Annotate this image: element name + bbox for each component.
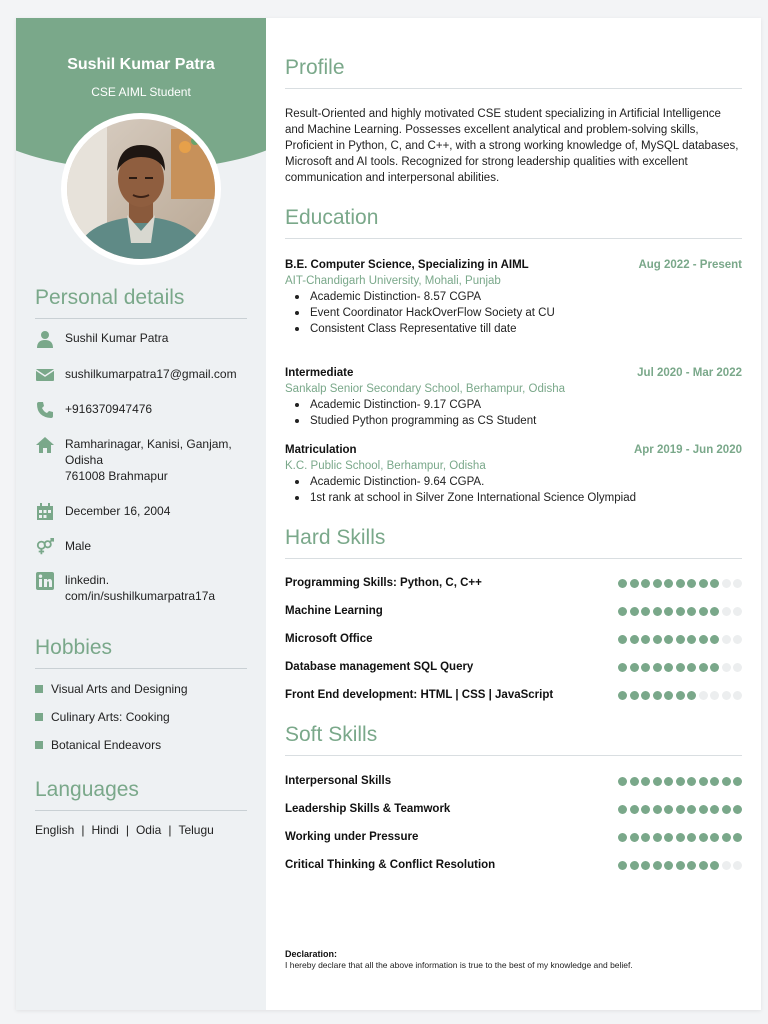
rating-dot-empty: [722, 579, 731, 588]
skill-row: [285, 603, 742, 619]
rating-dot-filled: [722, 805, 731, 814]
detail-text: Ramharinagar, Kanisi, Ganjam, Odisha 761008 Brahmapur: [65, 437, 232, 483]
email-icon: [35, 366, 55, 384]
date-range: Aug 2022 - Present: [638, 259, 742, 271]
rating-dot-filled: [733, 777, 742, 786]
rating-dot-filled: [710, 607, 719, 616]
rating-dot-filled: [664, 861, 673, 870]
language-separator: |: [81, 823, 85, 837]
rating-dot-filled: [653, 635, 662, 644]
profile-title: Profile: [285, 56, 345, 79]
rating-dot-filled: [630, 635, 639, 644]
rating-dot-filled: [664, 607, 673, 616]
skill-row: [285, 659, 742, 675]
language-separator: |: [168, 823, 172, 837]
school: AIT-Chandigarh University, Mohali, Punjab: [285, 275, 501, 287]
skill-row: [285, 829, 742, 845]
skill-row: [285, 773, 742, 789]
skill-rating: [616, 833, 743, 842]
detail-name: [35, 330, 257, 348]
rating-dot-filled: [653, 833, 662, 842]
rating-dot-filled: [676, 635, 685, 644]
rating-dot-filled: [687, 777, 696, 786]
detail-text: Sushil Kumar Patra: [65, 331, 169, 345]
rating-dot-filled: [664, 805, 673, 814]
skill-rating: [616, 663, 743, 672]
rating-dot-filled: [699, 833, 708, 842]
rating-dot-empty: [722, 607, 731, 616]
education-entry: [285, 365, 742, 429]
bullet-square-icon: [35, 685, 43, 693]
rating-dot-empty: [733, 635, 742, 644]
divider: [35, 318, 247, 319]
skill-row: [285, 631, 742, 647]
candidate-name: Sushil Kumar Patra: [67, 56, 215, 73]
date-range: Apr 2019 - Jun 2020: [633, 444, 742, 456]
rating-dot-filled: [630, 579, 639, 588]
rating-dot-filled: [664, 635, 673, 644]
rating-dot-filled: [699, 579, 708, 588]
rating-dot-filled: [676, 579, 685, 588]
skill-label: Machine Learning: [285, 605, 383, 617]
profile-photo: [61, 113, 221, 265]
rating-dot-filled: [699, 635, 708, 644]
detail-text: December 16, 2004: [65, 504, 171, 518]
skill-rating: [616, 607, 743, 616]
rating-dot-filled: [641, 861, 650, 870]
rating-dot-filled: [699, 861, 708, 870]
phone-icon: [35, 401, 55, 419]
rating-dot-filled: [653, 607, 662, 616]
rating-dot-filled: [641, 635, 650, 644]
skill-rating: [616, 691, 743, 700]
language-item: Hindi: [91, 823, 119, 837]
rating-dot-empty: [733, 691, 742, 700]
rating-dot-empty: [710, 691, 719, 700]
rating-dot-filled: [687, 579, 696, 588]
achievement-list: [285, 289, 742, 337]
detail-text: sushilkumarpatra17@gmail.com: [65, 367, 237, 381]
skill-rating: [616, 579, 743, 588]
hard-skills-title: Hard Skills: [285, 526, 386, 549]
rating-dot-empty: [722, 691, 731, 700]
rating-dot-filled: [618, 607, 627, 616]
divider: [285, 755, 742, 756]
rating-dot-filled: [710, 777, 719, 786]
achievement-list: [285, 474, 742, 506]
rating-dot-filled: [630, 777, 639, 786]
hobby-item: Visual Arts and Designing: [35, 682, 188, 696]
bullet-square-icon: [35, 713, 43, 721]
list-item: Academic Distinction- 9.64 CGPA.: [295, 474, 742, 490]
rating-dot-filled: [676, 607, 685, 616]
skill-label: Microsoft Office: [285, 633, 373, 645]
rating-dot-filled: [618, 805, 627, 814]
rating-dot-filled: [664, 663, 673, 672]
detail-email: [35, 366, 257, 384]
rating-dot-filled: [699, 663, 708, 672]
rating-dot-empty: [733, 663, 742, 672]
skill-label: Leadership Skills & Teamwork: [285, 803, 451, 815]
bullet-square-icon: [35, 741, 43, 749]
rating-dot-filled: [676, 805, 685, 814]
rating-dot-empty: [722, 861, 731, 870]
languages-list: [35, 823, 214, 837]
rating-dot-filled: [722, 777, 731, 786]
rating-dot-filled: [710, 805, 719, 814]
rating-dot-filled: [733, 805, 742, 814]
skill-label: Programming Skills: Python, C, C++: [285, 577, 482, 589]
detail-phone: [35, 401, 257, 419]
school: K.C. Public School, Berhampur, Odisha: [285, 460, 486, 472]
hobby-item: Culinary Arts: Cooking: [35, 710, 170, 724]
rating-dot-filled: [676, 663, 685, 672]
skill-row: [285, 857, 742, 873]
rating-dot-filled: [618, 833, 627, 842]
rating-dot-filled: [630, 833, 639, 842]
rating-dot-filled: [618, 579, 627, 588]
skill-label: Critical Thinking & Conflict Resolution: [285, 859, 496, 871]
skill-rating: [616, 861, 743, 870]
date-range: Jul 2020 - Mar 2022: [637, 367, 742, 379]
divider: [285, 88, 742, 89]
rating-dot-filled: [687, 607, 696, 616]
linkedin-icon: [35, 572, 55, 590]
rating-dot-filled: [630, 861, 639, 870]
detail-birthdate: [35, 503, 257, 521]
rating-dot-filled: [676, 691, 685, 700]
hobby-item: Botanical Endeavors: [35, 738, 161, 752]
rating-dot-filled: [653, 805, 662, 814]
rating-dot-empty: [733, 579, 742, 588]
candidate-subtitle: CSE AIML Student: [91, 85, 191, 99]
person-icon: [35, 330, 55, 348]
rating-dot-filled: [664, 691, 673, 700]
skill-label: Front End development: HTML | CSS | JavaScript: [285, 689, 554, 701]
skill-row: [285, 575, 742, 591]
declaration-title: Declaration:: [285, 949, 338, 959]
skill-rating: [616, 805, 743, 814]
resume-page: [16, 18, 761, 1010]
degree: Intermediate: [285, 367, 354, 379]
rating-dot-filled: [687, 833, 696, 842]
rating-dot-filled: [653, 663, 662, 672]
declaration-text: I hereby declare that all the above information is true to the best of my knowledge and belief.: [285, 960, 633, 970]
rating-dot-filled: [699, 607, 708, 616]
rating-dot-empty: [722, 635, 731, 644]
rating-dot-filled: [653, 861, 662, 870]
rating-dot-empty: [722, 663, 731, 672]
home-icon: [35, 436, 55, 454]
achievement-list: [285, 397, 742, 429]
rating-dot-filled: [618, 861, 627, 870]
rating-dot-filled: [676, 777, 685, 786]
rating-dot-filled: [664, 833, 673, 842]
soft-skills-title: Soft Skills: [285, 723, 378, 746]
rating-dot-filled: [630, 805, 639, 814]
divider: [285, 558, 742, 559]
skill-rating: [616, 777, 743, 786]
education-entry: [285, 442, 742, 506]
rating-dot-filled: [710, 861, 719, 870]
skill-row: [285, 687, 742, 703]
rating-dot-filled: [630, 663, 639, 672]
rating-dot-filled: [618, 663, 627, 672]
skill-label: Interpersonal Skills: [285, 775, 392, 787]
rating-dot-filled: [653, 579, 662, 588]
skill-rating: [616, 635, 743, 644]
detail-text: Male: [65, 539, 92, 553]
rating-dot-filled: [641, 663, 650, 672]
detail-text: linkedin. com/in/sushilkumarpatra17a: [65, 573, 216, 603]
rating-dot-filled: [676, 861, 685, 870]
profile-summary: Result-Oriented and highly motivated CSE student specializing in Artificial Intelligence and Machine Learning. Possesses excellent analytical and problem-solving skills, Proficient in Python, C, and C++, with a strong working knowledge of, MySQL databases, Microsoft and AI tools. Recognized for strong leadership qualities with excellent communication and interpersonal abilities.: [285, 108, 739, 184]
education-title: Education: [285, 206, 379, 229]
list-item: Event Coordinator HackOverFlow Society at CU: [295, 305, 742, 321]
profile-photo-image: [67, 119, 215, 259]
rating-dot-filled: [653, 691, 662, 700]
languages-title: Languages: [35, 778, 139, 801]
sidebar: [16, 18, 266, 1010]
skill-label: Working under Pressure: [285, 831, 419, 843]
rating-dot-filled: [710, 635, 719, 644]
language-separator: |: [125, 823, 129, 837]
divider: [285, 238, 742, 239]
rating-dot-filled: [710, 833, 719, 842]
declaration: [285, 949, 742, 970]
rating-dot-filled: [687, 635, 696, 644]
list-item: Studied Python programming as CS Student: [295, 413, 742, 429]
rating-dot-filled: [641, 833, 650, 842]
rating-dot-filled: [733, 833, 742, 842]
education-entry: [285, 257, 742, 337]
list-item: 1st rank at school in Silver Zone International Science Olympiad: [295, 490, 742, 506]
divider: [35, 668, 247, 669]
list-item: Consistent Class Representative till date: [295, 321, 742, 337]
rating-dot-empty: [733, 607, 742, 616]
rating-dot-filled: [687, 663, 696, 672]
language-item: Telugu: [178, 823, 214, 837]
rating-dot-filled: [618, 777, 627, 786]
rating-dot-filled: [687, 861, 696, 870]
rating-dot-filled: [618, 635, 627, 644]
rating-dot-filled: [641, 777, 650, 786]
rating-dot-filled: [641, 805, 650, 814]
detail-text: +916370947476: [65, 402, 153, 416]
rating-dot-filled: [710, 579, 719, 588]
rating-dot-filled: [653, 777, 662, 786]
personal-details-title: Personal details: [35, 286, 185, 309]
rating-dot-filled: [676, 833, 685, 842]
rating-dot-filled: [630, 607, 639, 616]
rating-dot-filled: [687, 805, 696, 814]
skill-label: Database management SQL Query: [285, 661, 474, 673]
rating-dot-filled: [664, 579, 673, 588]
language-item: English: [35, 823, 75, 837]
rating-dot-filled: [641, 691, 650, 700]
skill-row: [285, 801, 742, 817]
rating-dot-filled: [699, 777, 708, 786]
hobbies-title: Hobbies: [35, 636, 113, 659]
detail-address: [35, 436, 257, 484]
divider: [35, 810, 247, 811]
degree: B.E. Computer Science, Specializing in AIML: [285, 259, 529, 271]
rating-dot-filled: [722, 833, 731, 842]
school: Sankalp Senior Secondary School, Berhampur, Odisha: [285, 383, 565, 395]
list-item: Academic Distinction- 9.17 CGPA: [295, 397, 742, 413]
rating-dot-filled: [630, 691, 639, 700]
rating-dot-filled: [664, 777, 673, 786]
rating-dot-filled: [641, 579, 650, 588]
detail-linkedin: [35, 572, 257, 604]
degree: Matriculation: [285, 444, 357, 456]
list-item: Academic Distinction- 8.57 CGPA: [295, 289, 742, 305]
rating-dot-filled: [687, 691, 696, 700]
rating-dot-empty: [699, 691, 708, 700]
calendar-icon: [35, 503, 55, 521]
rating-dot-filled: [641, 607, 650, 616]
rating-dot-empty: [733, 861, 742, 870]
rating-dot-filled: [699, 805, 708, 814]
rating-dot-filled: [710, 663, 719, 672]
language-item: Odia: [135, 823, 162, 837]
detail-gender: [35, 538, 257, 556]
rating-dot-filled: [618, 691, 627, 700]
gender-icon: [35, 538, 55, 556]
